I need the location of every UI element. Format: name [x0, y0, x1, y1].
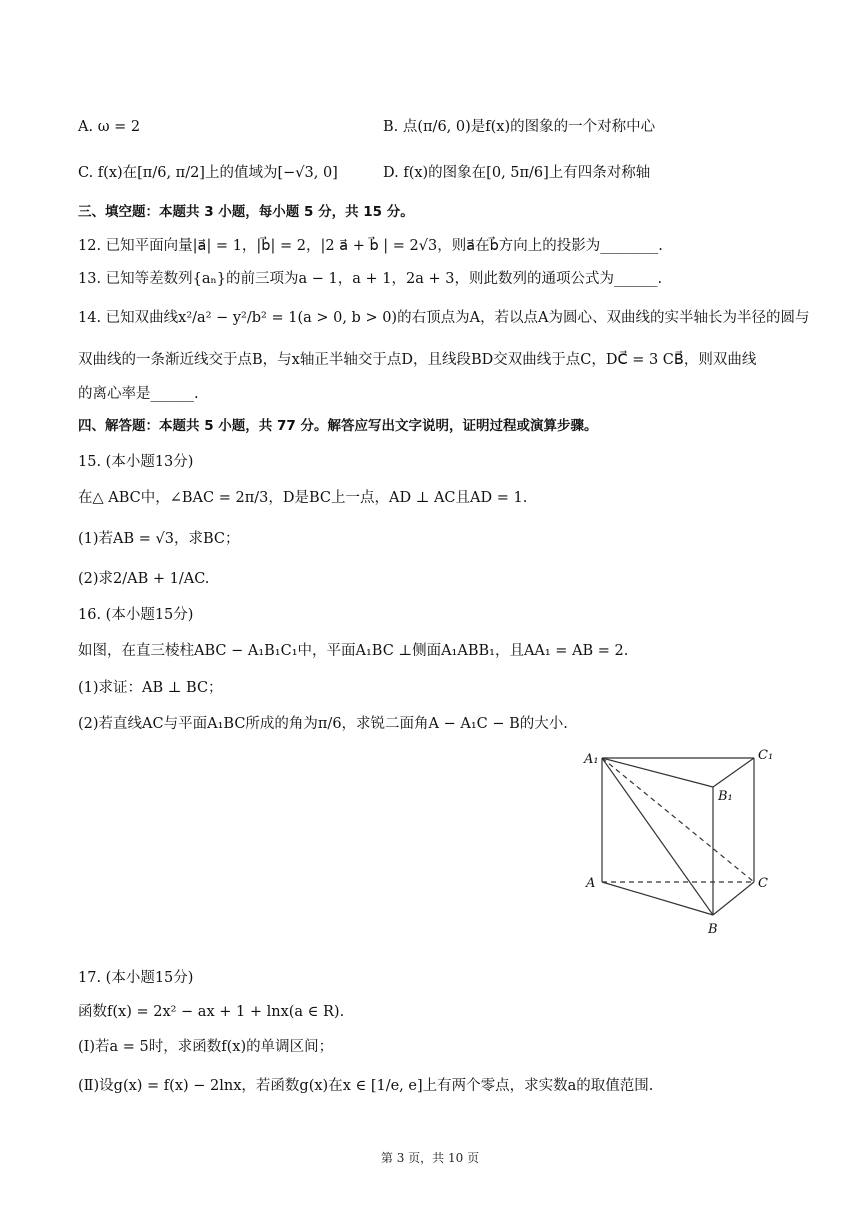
question-14-line1: 14. 已知双曲线x²/a² − y²/b² = 1(a > 0, b > 0)的右顶点为A，若以点A为圆心、双曲线的实半轴长为半径的圆与: [78, 310, 810, 326]
prism-figure: [580, 745, 780, 945]
question-16-part1: (1)求证：AB ⊥ BC；: [78, 680, 223, 696]
question-14-line3: 的离心率是______.: [78, 386, 199, 402]
section-3-heading: 三、填空题：本题共 3 小题，每小题 5 分，共 15 分。: [78, 204, 414, 220]
question-16-title: 16. (本小题15分): [78, 607, 194, 623]
option-a: A. ω = 2: [78, 119, 141, 135]
label-b1: B₁: [718, 789, 733, 804]
question-17-part2: (Ⅱ)设g(x) = f(x) − 2lnx，若函数g(x)在x ∈ [1/e, e]上有两个零点，求实数a的取值范围.: [78, 1078, 654, 1094]
page-footer: 第 3 页，共 10 页: [380, 1151, 480, 1165]
question-17-title: 17. (本小题15分): [78, 970, 194, 986]
option-b: B. 点(π/6, 0)是f(x)的图象的一个对称中心: [383, 119, 656, 135]
question-17-part1: (Ⅰ)若a = 5时，求函数f(x)的单调区间；: [78, 1039, 334, 1055]
label-c: C: [758, 876, 768, 891]
question-15-title: 15. (本小题13分): [78, 454, 194, 470]
question-12: 12. 已知平面向量|a⃗| = 1，|b⃗| = 2，|2 a⃗ + b⃗ | = 2√3，则a⃗在b⃗方向上的投影为________.: [78, 238, 663, 254]
label-a1: A₁: [584, 752, 599, 767]
question-15-stem: 在△ ABC中，∠BAC = 2π/3，D是BC上一点，AD ⊥ AC且AD = 1.: [78, 490, 528, 506]
edge-b-c: [713, 882, 754, 915]
question-16-part2: (2)若直线AC与平面A₁BC所成的角为π/6，求锐二面角A − A₁C − B的大小.: [78, 716, 568, 732]
label-b: B: [708, 922, 718, 937]
section-4-heading: 四、解答题：本题共 5 小题，共 77 分。解答应写出文字说明，证明过程或演算步骤。: [78, 418, 598, 434]
edge-a-b: [602, 882, 713, 915]
label-a: A: [586, 876, 596, 891]
question-14-line2: 双曲线的一条渐近线交于点B，与x轴正半轴交于点D，且线段BD交双曲线于点C，DC⃗ = 3 CB⃗，则双曲线: [78, 352, 757, 368]
option-c: C. f(x)在[π/6, π/2]上的值域为[−√3, 0]: [78, 165, 338, 181]
question-13: 13. 已知等差数列{aₙ}的前三项为a − 1，a + 1，2a + 3，则此数列的通项公式为______.: [78, 271, 663, 287]
edge-b1-c1: [713, 758, 754, 787]
question-15-part1: (1)若AB = √3，求BC；: [78, 531, 240, 547]
label-c1: C₁: [758, 748, 774, 763]
edge-a1-b1: [602, 758, 713, 787]
question-16-stem: 如图，在直三棱柱ABC − A₁B₁C₁中，平面A₁BC ⊥侧面A₁ABB₁，且AA₁ = AB = 2.: [78, 643, 629, 659]
edge-a1-b: [602, 758, 713, 915]
question-17-stem: 函数f(x) = 2x² − ax + 1 + lnx(a ∈ R).: [78, 1004, 345, 1020]
edge-a1-c-dashed: [602, 758, 754, 882]
option-d: D. f(x)的图象在[0, 5π/6]上有四条对称轴: [383, 165, 651, 181]
question-15-part2: (2)求2/AB + 1/AC.: [78, 571, 210, 587]
